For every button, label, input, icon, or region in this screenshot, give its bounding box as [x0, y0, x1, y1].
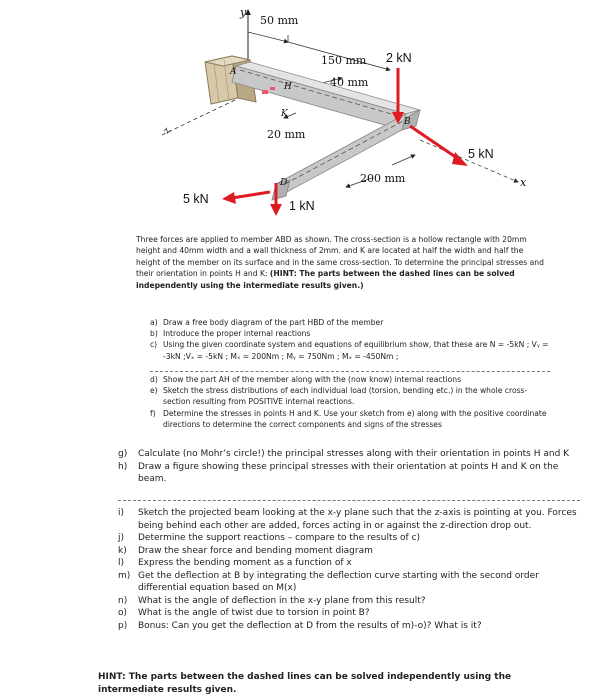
force-label-5kN-left: 5 kN	[183, 192, 209, 206]
dim-40mm: 40 mm	[330, 76, 369, 89]
divider-1	[150, 371, 550, 372]
task-item: i) Sketch the projected beam looking at the x-y plane such that the z-axis is pointing at you. Forces being behind each other are added, forces acting in or against the z-direction drop out.	[118, 508, 577, 531]
dim-150mm: 150 mm	[321, 54, 367, 67]
z-axis	[162, 100, 235, 135]
point-k-label: K	[281, 109, 288, 119]
beam-drawing	[0, 0, 614, 225]
dim-200mm: 200 mm	[360, 172, 406, 185]
point-h-label: H	[284, 82, 292, 92]
task-item: m) Get the deflection at B by integrating the deflection curve starting with the second order differential equation based on M(x)	[118, 570, 539, 593]
task-item: n) What is the angle of deflection in the x-y plane from this result?	[118, 595, 426, 606]
force-label-1kN: 1 kN	[289, 199, 315, 213]
task-item: a) Draw a free body diagram of the part HBD of the member	[150, 318, 384, 327]
beam-figure	[0, 0, 614, 225]
task-item: p) Bonus: Can you get the deflection at D from the results of m)-o)? What is it?	[118, 620, 482, 631]
task-item: l) Express the bending moment as a function of x	[118, 558, 352, 568]
y-axis-label: y	[240, 6, 247, 19]
task-item: d) Show the part AH of the member along with the (now know) internal reactions	[150, 375, 462, 384]
footer-hint: HINT: The parts between the dashed lines can be solved independently using the intermediate results given.	[98, 672, 512, 695]
task-item: o) What is the angle of twist due to torsion in point B?	[118, 608, 370, 618]
intro-text: Three forces are applied to member ABD as shown. The cross-section is a hollow rectangle with 20mm height and 40mm width and a wall thickness of 2mm. and K are located at half the width and half the height of the member on its surface and in the same cross-section. To determine the principal stresses and their orientation in points H and K:	[136, 235, 544, 279]
task-item: e) Sketch the stress distributions of each individual load (torsion, bending etc.) in the whole cross-section resulting from POSITIVE internal reactions.	[150, 386, 528, 407]
task-list-gh	[118, 448, 584, 486]
task-item: c) Using the given coordinate system and equations of equilibrium show, that these are N = -5kN ; Vᵧ = -3kN ;Vₓ = -5kN ; Mₓ = 200Nm ; Mᵧ = 750Nm ; Mₓ = -450Nm ;	[150, 340, 549, 361]
z-axis-label: z	[161, 126, 173, 136]
task-list-ip	[118, 507, 584, 632]
force-label-5kN-right: 5 kN	[468, 147, 494, 161]
task-item: k) Draw the shear force and bending moment diagram	[118, 545, 373, 556]
task-item: j) Determine the support reactions – compare to the results of c)	[118, 533, 421, 543]
beam-segment-ab	[232, 62, 420, 130]
force-arrow-5kN-left	[232, 192, 270, 198]
task-list-abc	[150, 317, 550, 362]
force-label-2kN: 2 kN	[386, 51, 412, 65]
task-list-def	[150, 374, 550, 430]
force-arrow-5kN-right	[410, 126, 460, 160]
divider-2	[118, 500, 580, 501]
dim-20mm: 20 mm	[267, 128, 306, 141]
task-item: g) Calculate (no Mohr’s circle!) the principal stresses along with their orientation in points H and K	[118, 449, 570, 459]
x-axis-label: x	[520, 176, 527, 189]
point-d-label: D	[280, 178, 288, 188]
task-item: h) Draw a figure showing these principal stresses with their orientation at points H and K on the beam.	[118, 461, 559, 484]
point-b-label: B	[404, 117, 411, 127]
dim-50mm: 50 mm	[260, 14, 299, 27]
problem-statement	[136, 234, 546, 291]
intro-hint: (HINT: The parts between the dashed lines can be solved independently using the intermediate results given.)	[136, 269, 515, 290]
task-item: f) Determine the stresses in points H and K. Use your sketch from e) along with the positive coordinate directions to determine the correct components and signs of the stresses	[150, 408, 547, 429]
task-item: b) Introduce the proper internal reactions	[150, 329, 311, 339]
point-a-label: A	[230, 67, 237, 77]
